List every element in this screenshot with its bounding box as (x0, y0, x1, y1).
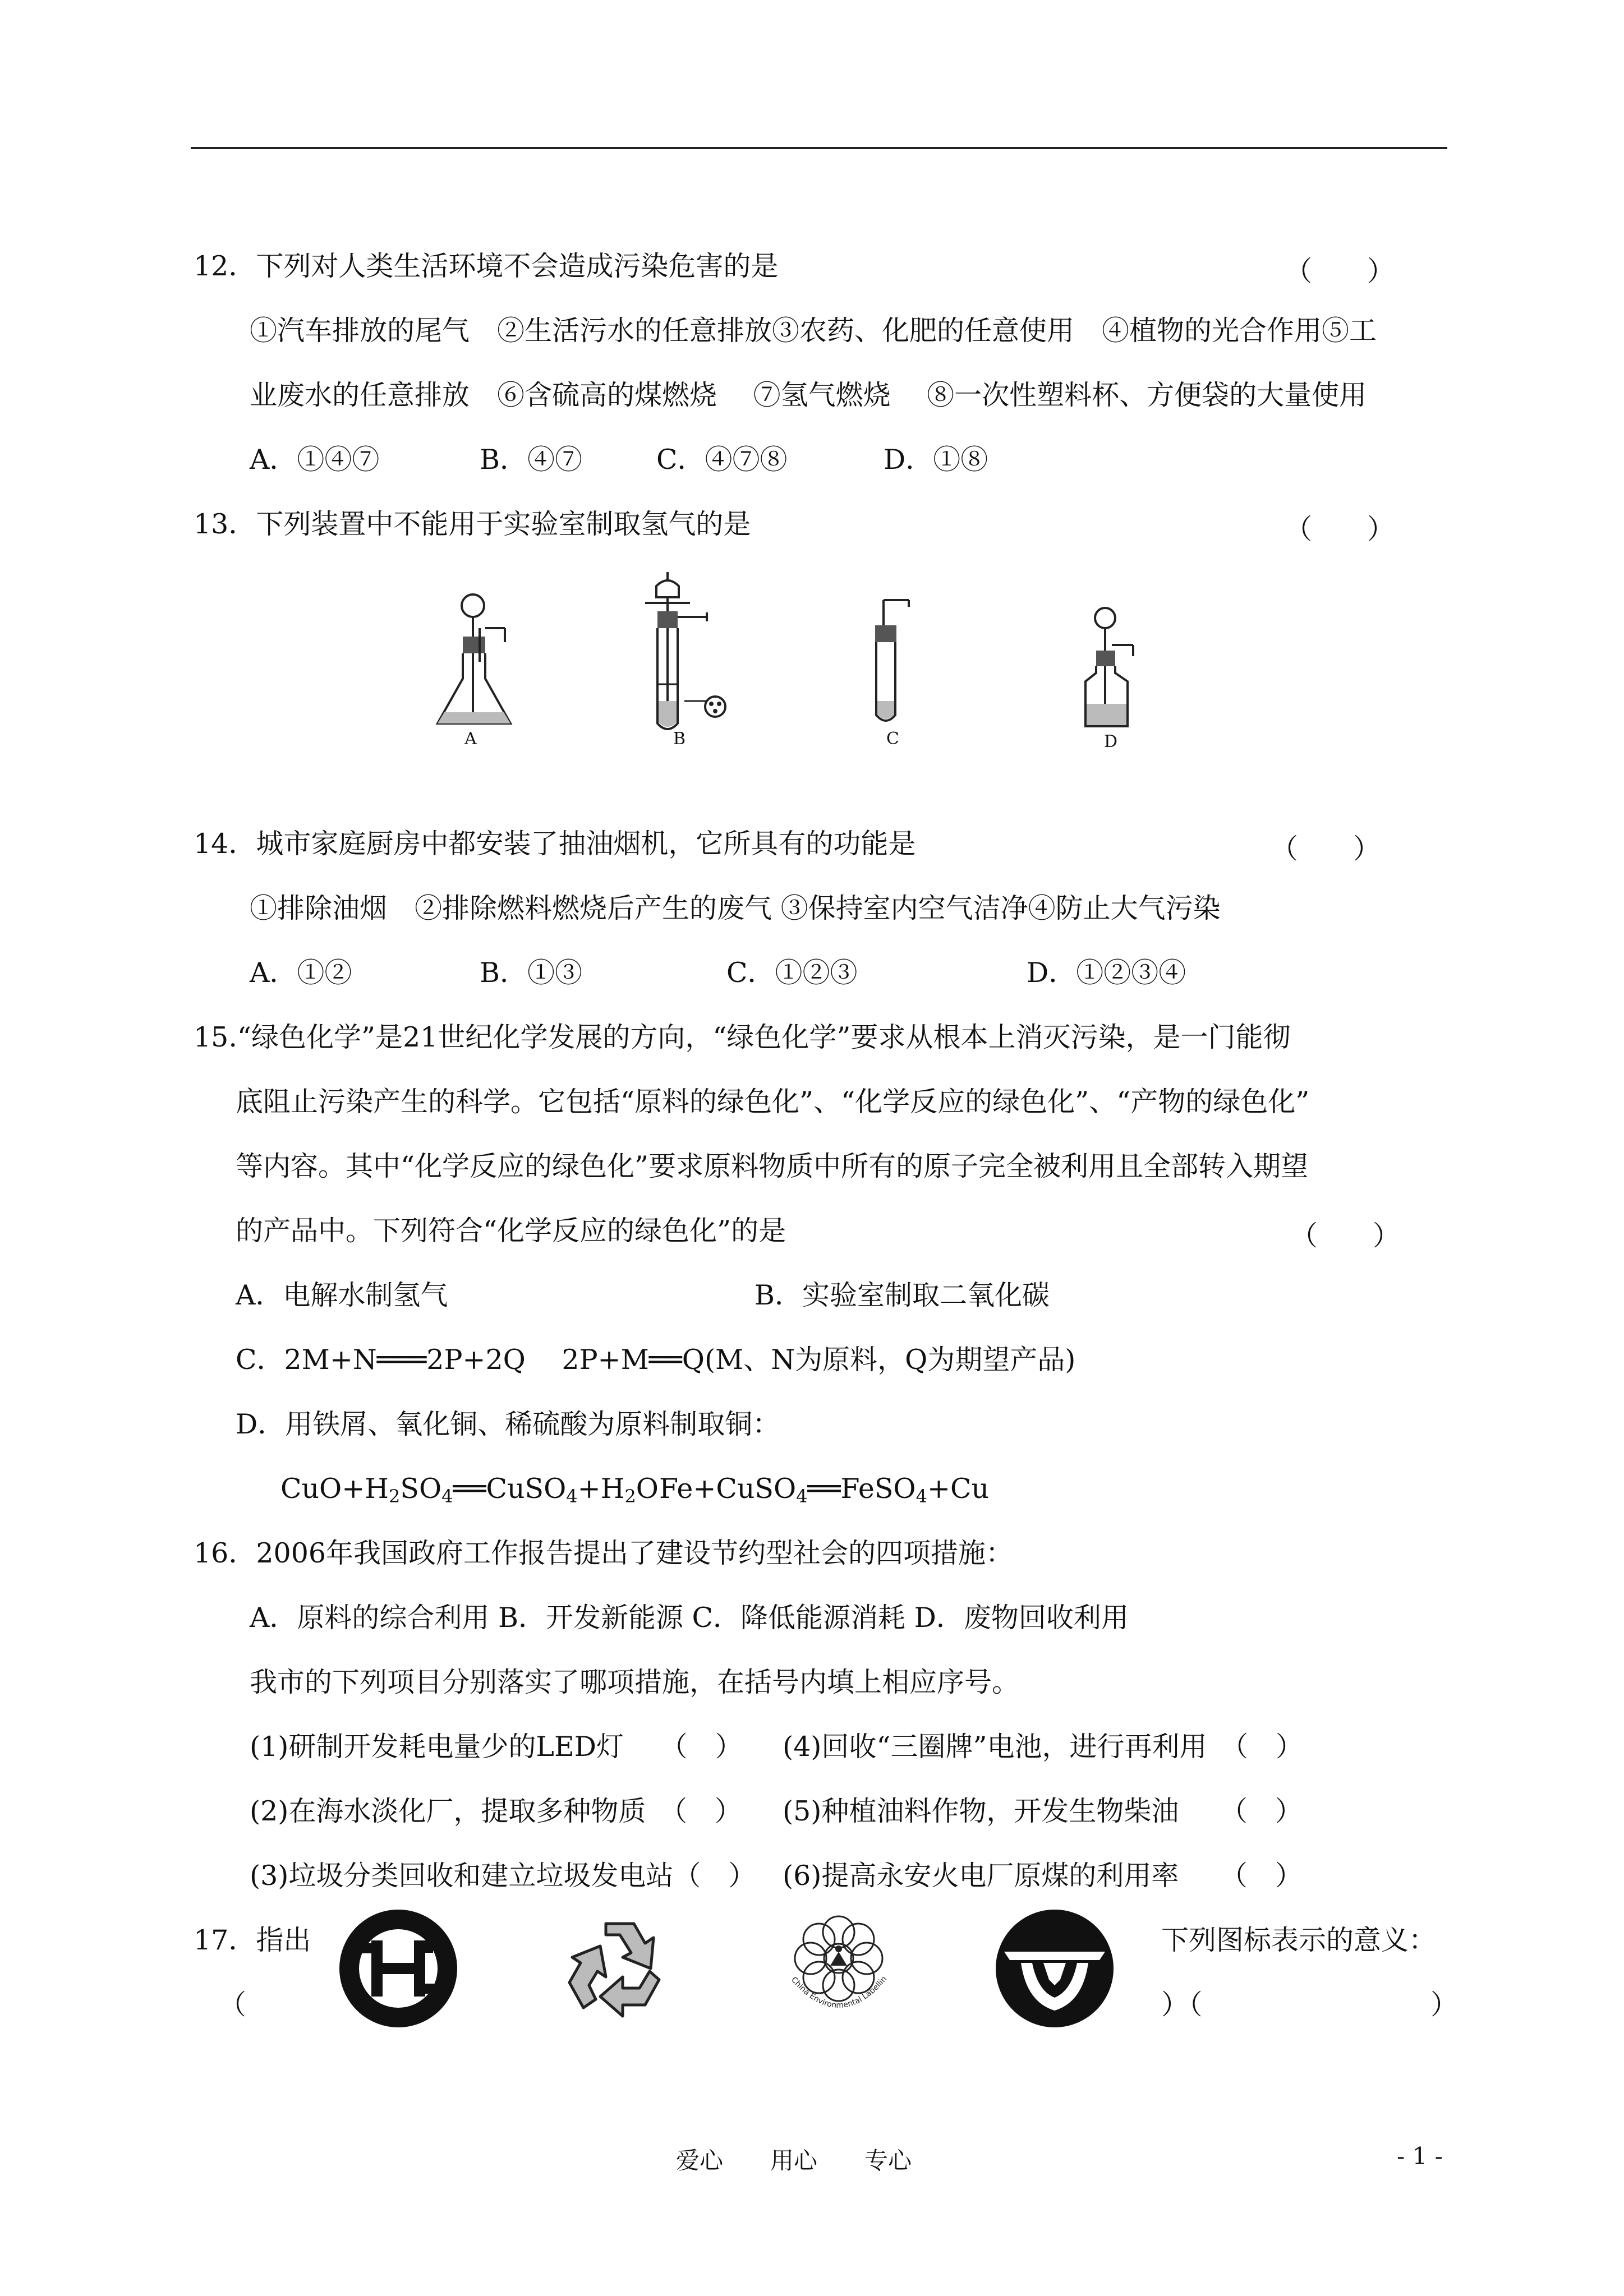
q14-option-c: C．①②③ (726, 957, 858, 989)
q12-stem: 12．下列对人类生活环境不会造成污染危害的是 (194, 250, 779, 282)
q12-option-c: C．④⑦⑧ (656, 444, 788, 476)
q16-instruction: 我市的下列项目分别落实了哪项措施，在括号内填上相应序号。 (250, 1666, 1020, 1698)
svg-text:China Environmental Labelling (772, 1900, 889, 2010)
apparatus-b-label: B (673, 729, 686, 749)
q16-item-1: (1)研制开发耗电量少的LED灯 （ ） (250, 1731, 743, 1763)
q17-paren-close: ） (1430, 1989, 1459, 2021)
q16-item-3: (3)垃圾分类回收和建立垃圾发电站（ ） (250, 1860, 756, 1892)
page-number: - 1 - (1397, 2142, 1443, 2170)
q12-line1: ①汽车排放的尾气 ②生活污水的任意排放③农药、化肥的任意使用 ④植物的光合作用⑤工 (250, 315, 1377, 347)
q16-stem: 16．2006年我国政府工作报告提出了建设节约型社会的四项措施： (194, 1537, 1014, 1569)
q17-paren-open: （ (219, 1989, 247, 2021)
q16-measures: A．原料的综合利用 B．开发新能源 C．降低能源消耗 D．废物回收利用 (250, 1602, 1129, 1634)
q13-answer-paren: （ ） (1285, 513, 1395, 545)
q14-stem: 14．城市家庭厨房中都安装了抽油烟机，它所具有的功能是 (194, 828, 916, 860)
q15-line2: 底阻止污染产生的科学。它包括“原料的绿色化”、“化学反应的绿色化”、“产物的绿色化” (236, 1086, 1310, 1118)
footer-slogan: 爱心 用心 专心 (676, 2147, 912, 2174)
apparatus-a-label: A (464, 729, 477, 749)
q17-stem-right: 下列图标表示的意义： (1161, 1924, 1437, 1956)
environmental-label-icon (771, 1900, 903, 2030)
q12-option-d: D．①⑧ (884, 444, 988, 476)
apparatus-d-label: D (1104, 732, 1118, 751)
q16-item-6: (6)提高永安火电厂原煤的利用率 （ ） (783, 1860, 1303, 1892)
q12-line2: 业废水的任意排放 ⑥含硫高的煤燃烧 ⑦氢气燃烧 ⑧一次性塑料杯、方便袋的大量使用 (250, 379, 1367, 411)
energy-saving-logo-icon (337, 1907, 460, 2030)
q14-option-b: B．①③ (480, 957, 583, 989)
q15-line4: 的产品中。下列符合“化学反应的绿色化”的是 (236, 1215, 786, 1247)
q16-item-5: (5)种植油料作物，开发生物柴油 （ ） (783, 1795, 1303, 1827)
apparatus-c-test-tube (869, 600, 920, 729)
q15-equation-2: Fe+CuSO$_4$══FeSO$_4$+Cu (659, 1473, 990, 1507)
q16-item-4: (4)回收“三圈牌”电池，进行再利用 （ ） (783, 1731, 1304, 1763)
q15-equation-1: $CuO+H_2SO_4══CuSO_4+H_2O$ (280, 1473, 659, 1507)
q12-option-b: B．④⑦ (480, 444, 583, 476)
q15-option-c: C．2M+N═══2P+2Q 2P+M══Q(M、N为原料，Q为期望产品) (236, 1344, 1076, 1376)
q14-line1: ①排除油烟 ②排除燃料燃烧后产生的废气 ③保持室内空气洁净④防止大气污染 (250, 892, 1221, 924)
q17-paren-mid: ）（ (1161, 1989, 1203, 2021)
q14-answer-paren: （ ） (1271, 833, 1381, 865)
header-rule (191, 147, 1447, 149)
q15-line3: 等内容。其中“化学反应的绿色化”要求原料物质中所有的原子完全被利用且全部转入期望 (236, 1150, 1309, 1182)
environmental-label-text: China Environmental Labelling (771, 1900, 889, 2011)
q16-item-2: (2)在海水淡化厂，提取多种物质 （ ） (250, 1795, 742, 1827)
q15-option-d: D．用铁屑、氧化铜、稀硫酸为原料制取铜： (236, 1408, 780, 1440)
q17-stem-left: 17．指出 (194, 1924, 311, 1956)
q14-option-d: D．①②③④ (1027, 957, 1186, 989)
apparatus-a-conical-flask (432, 589, 516, 735)
q13-stem: 13．下列装置中不能用于实验室制取氢气的是 (194, 508, 751, 540)
q15-line1: 15.“绿色化学”是21世纪化学发展的方向，“绿色化学”要求从根本上消灭污染，是一门能彻 (194, 1021, 1291, 1053)
green-food-logo-icon (993, 1907, 1116, 2030)
apparatus-b-test-tube (645, 572, 740, 735)
recycling-icon (561, 1912, 673, 2025)
q14-option-a: A．①② (250, 957, 352, 989)
apparatus-c-label: C (886, 729, 899, 749)
q15-answer-paren: （ ） (1290, 1220, 1401, 1252)
q12-answer-paren: （ ） (1285, 255, 1395, 287)
q15-option-b: B．实验室制取二氧化碳 (755, 1279, 1050, 1311)
q15-option-a: A．电解水制氢气 (236, 1279, 448, 1311)
apparatus-d-bottle (1077, 606, 1150, 735)
q12-option-a: A．①④⑦ (250, 444, 380, 476)
